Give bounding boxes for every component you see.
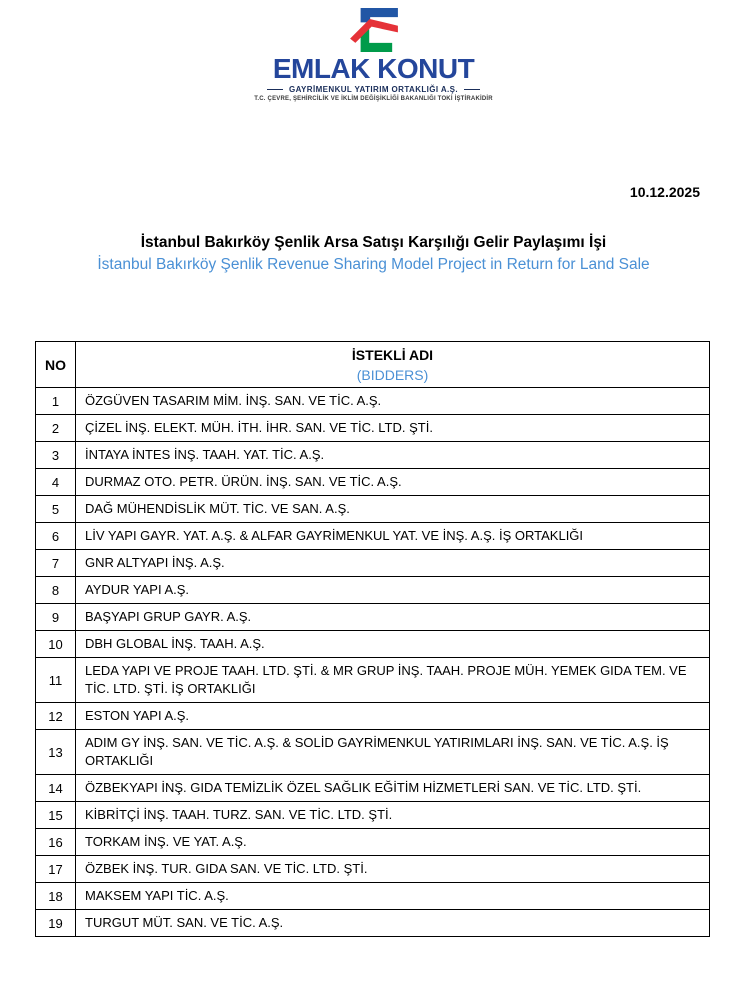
bidder-name: TORKAM İNŞ. VE YAT. A.Ş.	[76, 829, 710, 856]
bidders-table	[35, 341, 710, 937]
bidder-number: 16	[36, 829, 76, 856]
bidder-name: KİBRİTÇİ İNŞ. TAAH. TURZ. SAN. VE TİC. LTD. ŞTİ.	[76, 802, 710, 829]
table-row	[36, 775, 710, 802]
right-dash-divider	[464, 89, 480, 90]
bidders-table-header	[36, 342, 710, 388]
company-logo	[0, 8, 747, 102]
bidder-name: ESTON YAPI A.Ş.	[76, 703, 710, 730]
bidder-number: 11	[36, 658, 76, 703]
bidder-number: 3	[36, 442, 76, 469]
bidder-number: 2	[36, 415, 76, 442]
table-row	[36, 856, 710, 883]
project-title-english: İstanbul Bakırköy Şenlik Revenue Sharing Model Project in Return for Land Sale	[97, 256, 650, 274]
bidder-number: 12	[36, 703, 76, 730]
bidder-name: ÖZBEK İNŞ. TUR. GIDA SAN. VE TİC. LTD. ŞTİ.	[76, 856, 710, 883]
bidder-name: DAĞ MÜHENDİSLİK MÜT. TİC. VE SAN. A.Ş.	[76, 496, 710, 523]
table-row	[36, 469, 710, 496]
brand-name: EMLAK KONUT	[272, 53, 475, 84]
project-title-turkish: İstanbul Bakırköy Şenlik Arsa Satışı Karşılığı Gelir Paylaşımı İşi	[140, 234, 607, 251]
table-row	[36, 388, 710, 415]
column-header-bidder	[76, 342, 710, 388]
bidder-number: 19	[36, 910, 76, 937]
table-row	[36, 730, 710, 775]
bidder-number: 15	[36, 802, 76, 829]
bidder-name: LEDA YAPI VE PROJE TAAH. LTD. ŞTİ. & MR GRUP İNŞ. TAAH. PROJE MÜH. YEMEK GIDA TEM. VE TİC. LTD. ŞTİ. İŞ ORTAKLIĞI	[76, 658, 710, 703]
table-row	[36, 802, 710, 829]
emlak-konut-house-icon	[348, 8, 400, 52]
table-row	[36, 829, 710, 856]
table-row	[36, 550, 710, 577]
table-row	[36, 523, 710, 550]
bidder-number: 1	[36, 388, 76, 415]
bidder-name: ÖZGÜVEN TASARIM MİM. İNŞ. SAN. VE TİC. A.Ş.	[76, 388, 710, 415]
bidders-table-wrap	[35, 341, 710, 937]
bidder-number: 8	[36, 577, 76, 604]
column-header-no: NO	[36, 342, 76, 388]
bidder-number: 5	[36, 496, 76, 523]
bidder-number: 10	[36, 631, 76, 658]
left-dash-divider	[267, 89, 283, 90]
bidder-name: MAKSEM YAPI TİC. A.Ş.	[76, 883, 710, 910]
bidder-name: ÖZBEKYAPI İNŞ. GIDA TEMİZLİK ÖZEL SAĞLIK EĞİTİM HİZMETLERİ SAN. VE TİC. LTD. ŞTİ.	[76, 775, 710, 802]
bidder-number: 13	[36, 730, 76, 775]
bidder-number: 7	[36, 550, 76, 577]
bidder-number: 17	[36, 856, 76, 883]
table-row	[36, 703, 710, 730]
bidder-name: DURMAZ OTO. PETR. ÜRÜN. İNŞ. SAN. VE TİC. A.Ş.	[76, 469, 710, 496]
document-titles	[0, 232, 747, 277]
bidder-number: 14	[36, 775, 76, 802]
bidder-number: 4	[36, 469, 76, 496]
bidder-name: ÇİZEL İNŞ. ELEKT. MÜH. İTH. İHR. SAN. VE TİC. LTD. ŞTİ.	[76, 415, 710, 442]
brand-subtitle: GAYRİMENKUL YATIRIM ORTAKLIĞI A.Ş.	[288, 85, 459, 95]
brand-subtitle-row	[267, 85, 480, 94]
bidder-name: AYDUR YAPI A.Ş.	[76, 577, 710, 604]
table-row	[36, 604, 710, 631]
bidder-name: ADIM GY İNŞ. SAN. VE TİC. A.Ş. & SOLİD GAYRİMENKUL YATIRIMLARI İNŞ. SAN. VE TİC. A.Ş. İŞ ORTAKLIĞI	[76, 730, 710, 775]
table-row	[36, 442, 710, 469]
table-row	[36, 631, 710, 658]
document-date: 10.12.2025	[629, 184, 700, 200]
bidder-name: LİV YAPI GAYR. YAT. A.Ş. & ALFAR GAYRİMENKUL YAT. VE İNŞ. A.Ş. İŞ ORTAKLIĞI	[76, 523, 710, 550]
table-row	[36, 577, 710, 604]
table-row	[36, 883, 710, 910]
bidder-name: İNTAYA İNTES İNŞ. TAAH. YAT. TİC. A.Ş.	[76, 442, 710, 469]
bidder-number: 6	[36, 523, 76, 550]
bidders-tbody	[36, 388, 710, 937]
bidder-number: 18	[36, 883, 76, 910]
table-row	[36, 496, 710, 523]
column-header-bidder-en: (BIDDERS)	[356, 366, 429, 383]
header-row	[36, 342, 710, 388]
bidder-name: DBH GLOBAL İNŞ. TAAH. A.Ş.	[76, 631, 710, 658]
table-row	[36, 415, 710, 442]
table-row	[36, 658, 710, 703]
bidder-number: 9	[36, 604, 76, 631]
column-header-bidder-tr: İSTEKLİ ADI	[351, 346, 434, 363]
table-row	[36, 910, 710, 937]
bidder-name: GNR ALTYAPI İNŞ. A.Ş.	[76, 550, 710, 577]
bidder-name: TURGUT MÜT. SAN. VE TİC. A.Ş.	[76, 910, 710, 937]
brand-ministry-line: T.C. ÇEVRE, ŞEHİRCİLİK VE İKLİM DEĞİŞİKLİĞİ BAKANLIĞI TOKİ İŞTİRAKİDİR	[254, 96, 493, 103]
bidder-name: BAŞYAPI GRUP GAYR. A.Ş.	[76, 604, 710, 631]
